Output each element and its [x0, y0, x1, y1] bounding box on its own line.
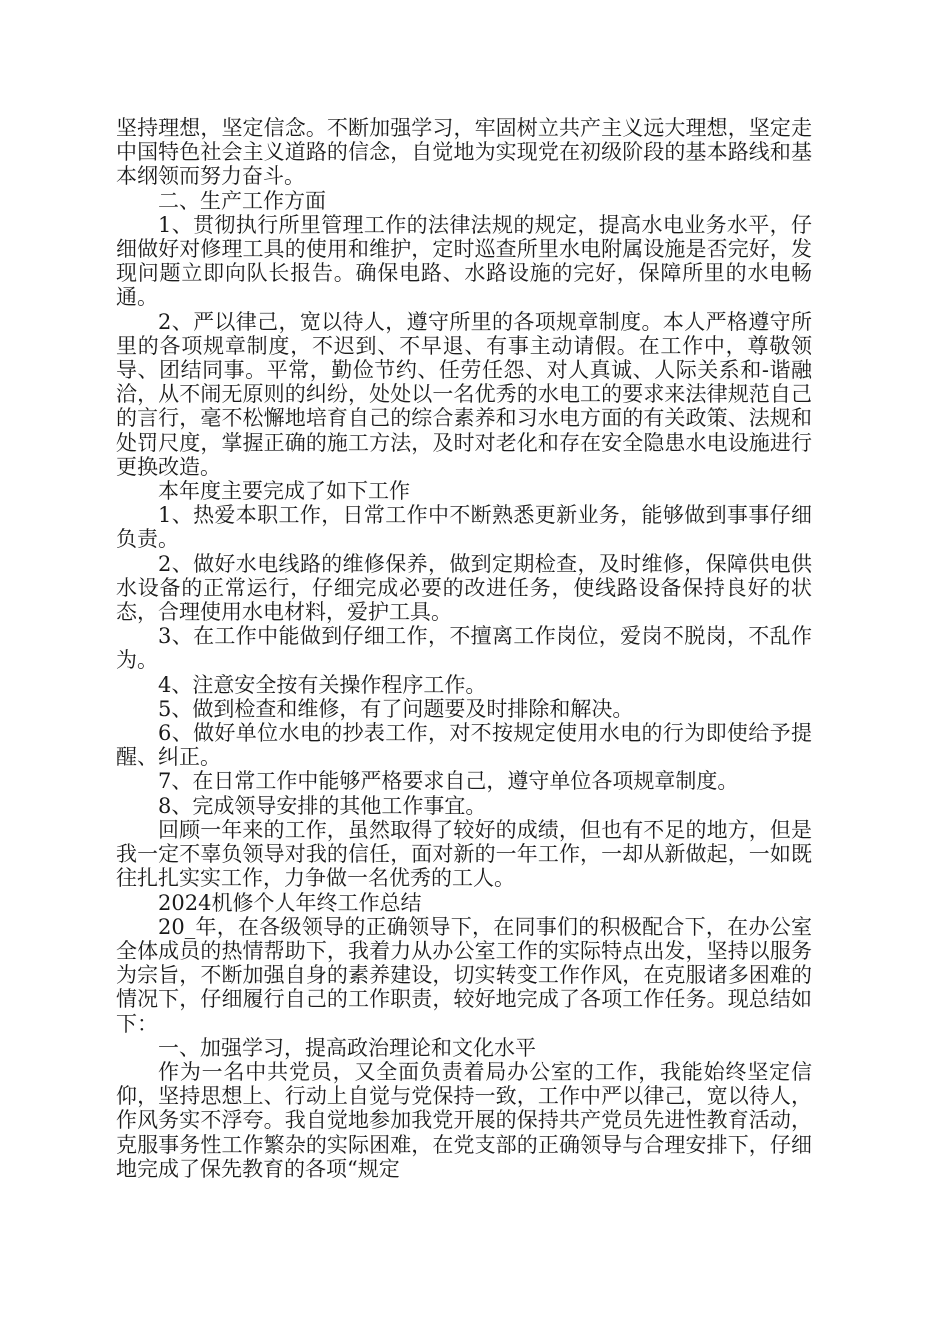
paragraph: 2、严以律己，宽以待人，遵守所里的各项规章制度。本人严格遵守所里的各项规章制度，不迟到、不早退、有事主动请假。在工作中，尊敬领导、团结同事。平常，勤俭节约、任劳任怨、对人真诚、人际关系和-谐融洽，从不闹无原则的纠纷，处处以一名优秀的水电工的要求来法律规范自己的言行，毫不松懈地培育自己的综合素养和习水电方面的有关政策、法规和处罚尺度，掌握正确的施工方法，及时对老化和存在安全隐患水电设施进行更换改造。 — [116, 309, 812, 479]
list-item: 4、注意安全按有关操作程序工作。 — [158, 672, 487, 697]
list-item: 7、在日常工作中能够严格要求自己，遵守单位各项规章制度。 — [158, 769, 739, 794]
paragraph: 作为一名中共党员，又全面负责着局办公室的工作，我能始终坚定信仰，坚持思想上、行动上自觉与党保持一致，工作中严以律己，宽以待人，作风务实不浮夸。我自觉地参加我党开展的保持共产党员先进性教育活动，克服事务性工作繁杂的实际困难，在党支部的正确领导与合理安排下，仔细地完成了保先教育的各项“规定 — [116, 1059, 812, 1181]
document-title: 2024机修个人年终工作总结 — [158, 890, 422, 915]
list-item: 1、热爱本职工作，日常工作中不断熟悉更新业务，能够做到事事仔细负责。 — [116, 503, 812, 552]
list-item: 3、在工作中能做到仔细工作，不擅离工作岗位，爱岗不脱岗，不乱作为。 — [116, 624, 812, 673]
list-item: 2、做好水电线路的维修保养，做到定期检查，及时维修，保障供电供水设备的正常运行，仔细完成必要的改进任务，使线路设备保持良好的状态，合理使用水电材料，爱护工具。 — [116, 551, 812, 625]
section-heading: 二、生产工作方面 — [158, 188, 326, 213]
paragraph: 1、贯彻执行所里管理工作的法律法规的规定，提高水电业务水平，仔细做好对修理工具的使用和维护，定时巡查所里水电附属设施是否完好，发现问题立即向队长报告。确保电路、水路设施的完好，保障所里的水电畅通。 — [116, 212, 812, 310]
list-item: 8、完成领导安排的其他工作事宜。 — [158, 793, 487, 818]
list-item: 5、做到检查和维修，有了问题要及时排除和解决。 — [158, 696, 634, 721]
paragraph: 20_年，在各级领导的正确领导下，在同事们的积极配合下，在办公室全体成员的热情帮助下，我着力从办公室工作的实际特点出发，坚持以服务为宗旨，不断加强自身的素养建设，切实转变工作作风，在克服诸多困难的情况下，仔细履行自己的工作职责，较好地完成了各项工作任务。现总结如下： — [116, 914, 812, 1036]
list-item: 6、做好单位水电的抄表工作，对不按规定使用水电的行为即使给予提醒、纠正。 — [116, 721, 812, 770]
paragraph: 坚持理想，坚定信念。不断加强学习，牢固树立共产主义远大理想，坚定走中国特色社会主义道路的信念，自觉地为实现党在初级阶段的基本路线和基本纲领而努力奋斗。 — [116, 116, 812, 189]
document-page — [116, 116, 812, 1181]
section-heading: 本年度主要完成了如下工作 — [158, 479, 410, 504]
section-heading: 一、加强学习，提高政治理论和文化水平 — [158, 1035, 536, 1060]
paragraph: 回顾一年来的工作，虽然取得了较好的成绩，但也有不足的地方，但是我一定不辜负领导对我的信任，面对新的一年工作，一却从新做起，一如既往扎扎实实工作，力争做一名优秀的工人。 — [116, 817, 812, 891]
